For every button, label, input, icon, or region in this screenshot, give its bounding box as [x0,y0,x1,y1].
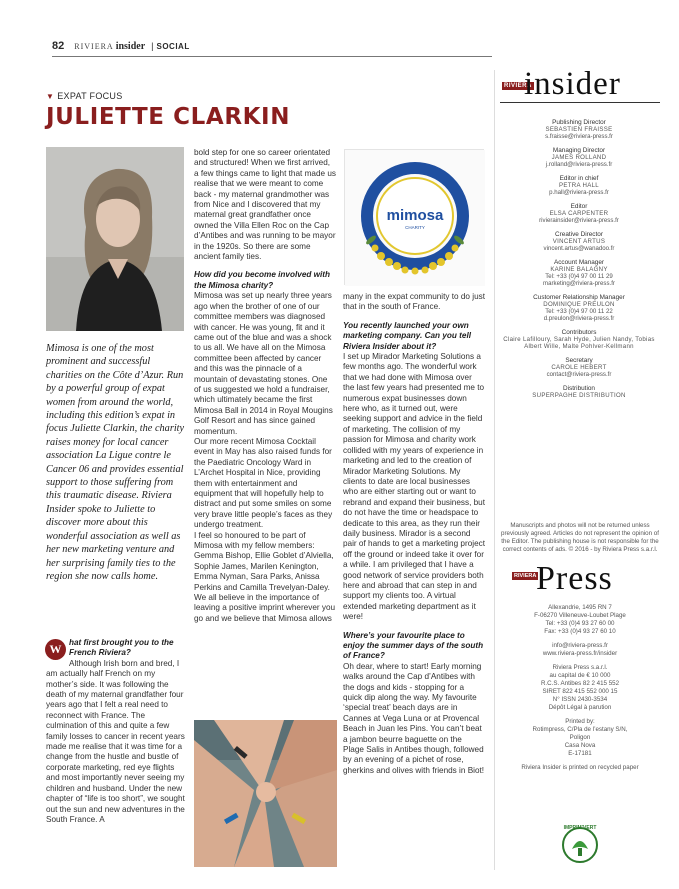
staff-role: Contributors [561,329,597,336]
staff-entry [497,119,661,140]
staff-contact[interactable]: marketing@riviera-press.fr [543,280,615,287]
sidebar-divider [494,70,495,870]
staff-entry [497,175,661,196]
staff-name: Claire Lafilloury, Sarah Hyde, Julien Nandy, Tobias Albert Wille, Malte Pohlver-Kellmann [503,336,655,350]
company-block-line: au capital de € 10 000 [549,672,611,679]
staff-contact[interactable]: j.rolland@riviera-press.fr [545,161,613,168]
company-block-line: Dépôt Légal à parution [548,704,612,711]
mimosa-tagline-text: CHARITY [405,225,425,230]
question-3: You recently launched your own marketing company. Can you tell Riviera Insider about it? [343,320,471,351]
imprim-vert-text: IMPRIM’VERT [563,825,597,831]
staff-name: SUPERPAGHE DISTRIBUTION [532,392,626,399]
address-block-line: Fax: +33 (0)4 93 27 60 10 [544,628,616,635]
staff-entry [497,259,661,280]
staff-contact[interactable]: contact@riviera-press.fr [546,371,612,378]
staff-name: JAMES ROLLAND [551,154,607,161]
publisher-info [500,604,660,772]
staff-entry [497,329,661,350]
column-1 [46,638,188,825]
staff-role: Distribution [563,385,595,392]
answer-2-continued: many in the expat community to do just that in the south of France. [343,292,485,312]
triangle-icon: ▼ [46,92,55,101]
staff-contact[interactable]: p.hall@riviera-press.fr [549,189,609,196]
answer-1-continued: bold step for one so career orientated and structured! When we first arrived, a few things came to light that made us realise that we were meant to come back - my maternal grandmother was from Nice and I discovered that my maternal great grandfather once owned the Villa Ellen Roc on the Cap d’Antibes and was running to be mayor in the 1920s. So there are some ancient family ties. [194,148,336,262]
staff-role: Managing Director [552,147,606,154]
printer-block-line: Casa Nova [564,742,596,749]
staff-entry [497,203,661,224]
recycled-note: Riviera Insider is printed on recycled paper [521,764,639,771]
answer-3: I set up Mirador Marketing Solutions a few months ago. The wonderful work that we had done with Mimosa over the last few years had presented me to numerous expat businesses down here who, as it turned out, were seeking support and advice in the field of marketing. The collision of my passion for Mimosa and charity work collided with my years of experience in marketing and led to the creation of Mirador Marketing Solutions. My clients to date are local businesses who are either starting out or want to rebrand and expand their business, but do not have the time or headspace to dedicate to this area, as they run their daily business. Mirador is a second pair of hands to get a marketing project off the ground or indeed take it over for a while. I am privileged that I have a good network of service providers both here and abroad that can step in and support my clients too. A virtual extended marketing department as it were! [343,352,486,622]
staff-entry [497,147,661,168]
staff-contact[interactable]: d.preulon@riviera-press.fr [543,315,615,322]
staff-name: DOMINIQUE PREULON [543,301,615,308]
address-block-line: Tel: +33 (0)4 93 27 60 00 [545,620,615,627]
company-block-line: R.C.S. Antibes 82 2 415 552 [540,680,620,687]
staff-contact[interactable]: Tel: +33 (0)4 97 00 11 22 [545,308,613,315]
staff-entry [497,231,661,252]
company-block [500,664,660,712]
question-2: How did you become involved with the Mimosa charity? [194,270,331,290]
answer-2c: I feel so honoured to be part of Mimosa with my fellow members: Gemma Bishop, Ellie Goblet d’Alviella, Sophie James, Marilen Kenington, Emma Nyman, Sara Parks, Anissa Perkins and Camilla Trevelyan-Daley. We all believe in the importance of leaving a positive imprint wherever you go and we believe that Mimosa allows [194,530,336,623]
disclaimer: Manuscripts and photos will not be returned unless previously agreed. Articles do not represent the opinion of the Editor. The publishing house is not responsible for the correct contents of ads. © 2016 - by Riviera Press s.a.r.l. [501,522,659,553]
staff-name: VINCENT ARTUS [552,238,606,245]
drop-cap: W [45,639,66,660]
mimosa-brand-text: mimosa [386,207,444,224]
staff-contact[interactable]: rivierainsider@riviera-press.fr [539,217,619,224]
masthead-riviera: RIVIERA [504,83,532,89]
staff-role: Account Manager [553,259,605,266]
web-block [500,642,660,658]
header-insider: insider [115,40,146,52]
printer-block-line: Rotimpress, C/Pla de l’estany S/N, [532,726,628,733]
address-block-line: Allexandrie, 1495 RN 7 [548,604,612,611]
answer-4: Oh dear, where to start! Early morning walks around the Cap d’Antibes with the dogs and kids - stopping for a quick dip along the way. My favourite ‘special treat’ beach days are in Cannes at Vega Luna or at Provencal Beach in Juan les Pins. You can’t beat a jambon beurre baguette on the Plage Salis in Antibes though, followed by an evening of a pichet of rose, gherkins and olives with friends in Biot! [343,661,485,775]
staff-name: PETRA HALL [559,182,599,189]
staff-list [497,119,661,406]
portrait-photo [46,147,184,331]
intro-text: Mimosa is one of the most prominent and successful charities on the Côte d’Azur. Run by a powerful group of expat women from around the world, including this edition’s expat in focus Juliette Clarkin, the charity raises money for local cancer association La Ligue contre le Cancer 06 and provides essential support to those suffering from this traumatic disease. Riviera Insider spoke to Juliette to discover more about this wonderful association as well as her new marketing venture and her surprising family ties to the region she now calls home. [46,343,185,582]
column-2 [194,148,336,624]
staff-role: Editor in chief [559,175,599,182]
staff-name: CAROLE HEBERT [551,364,607,371]
printer-block-line: Poligon [569,734,591,741]
staff-name: SEBASTIEN FRAISSE [545,126,613,133]
staff-entry [497,315,661,322]
press-riviera: RIVIERA [514,573,537,579]
staff-entry [497,385,661,399]
company-block-line: SIRET 822 415 552 000 15 [542,688,618,695]
masthead-logo [500,66,660,104]
web-block-line[interactable]: info@riviera-press.fr [552,642,608,649]
web-block-line[interactable]: www.riviera-press.fr/insider [542,650,618,657]
answer-1: Although Irish born and bred, I am actually half French on my mother’s side. It was following the death of my maternal grandfather four years ago that I felt a real need to reconnect with France. The culmination of this and quite a few family losses to cancer in recent years made me realise that it was time for a change from the hustle and bustle of corporate marketing, red eye flights and most importantly never seeing my children and husband. Under the new chapter of “life is too short”, we sought out the sun and new adventures in the South France. A [46,658,185,824]
address-block [500,604,660,636]
kicker [46,91,123,101]
page-header [52,38,492,54]
company-block-line: Riviera Press s.a.r.l. [552,664,608,671]
company-block-line: N° ISSN 2430-3534 [552,696,608,703]
staff-role: Secretary [565,357,593,364]
staff-contact[interactable]: Tel: +33 (0)4 97 00 11 29 [545,273,613,280]
answer-2: Mimosa was set up nearly three years ago when the brother of one of our committee members was diagnosed with cancer. He was young, fit and it came out of the blue and was a shock to us all. We have all on the Mimosa committee been affected by cancer and this was the pinnacle of a mountain of devastating stones. One of us suggested we hold a fundraiser, which ultimately became the first Mimosa Ball in 2014 in Royal Mougins Golf Resort and has since gained momentum. [194,291,333,436]
section-name: SOCIAL [156,41,190,51]
staff-contact[interactable]: vincent.artus@wanadoo.fr [543,245,615,252]
staff-role: Editor [570,203,588,210]
staff-role: Creative Director [555,231,603,238]
printer-block-line: Printed by: [565,718,595,725]
staff-entry [497,294,661,315]
column-3 [343,292,485,776]
staff-entry [497,280,661,287]
answer-2b: Our more recent Mimosa Cocktail event in May has also raised funds for the Paediatric Oncology Ward in L’Archet Hospital in Nice, providing them with entertainment and equipment that will hopefully help to distract and put some smiles on some very brave little people’s faces as they undergo treatment. [194,436,333,530]
staff-name: ELSA CARPENTER [549,210,609,217]
question-4: Where’s your favourite place to enjoy the summer days of the south of France? [343,630,484,661]
staff-name: KARINE BALAGNY [550,266,608,273]
question-1: hat first brought you to the French Riviera? [69,638,174,658]
riviera-press-logo [512,560,642,600]
header-rule [52,56,492,57]
masthead-rule [500,102,660,103]
staff-role: Publishing Director [552,119,606,126]
masthead-insider: insider [524,66,621,102]
address-block-line: F-06270 Villeneuve-Loubet Plage [534,612,626,619]
press-word: Press [536,560,613,597]
page-number: 82 [52,40,65,52]
printer-block [500,718,660,758]
staff-entry [497,357,661,378]
article-title: JULIETTE CLARKIN [46,104,291,130]
header-separator: | [151,41,154,51]
staff-contact[interactable]: s.fraisse@riviera-press.fr [545,133,613,140]
mimosa-logo-image [344,149,484,285]
printer-block-line: E-17181 [568,750,592,757]
staff-role: Customer Relationship Manager [533,294,625,301]
hands-photo [194,720,337,867]
kicker-text: EXPAT FOCUS [57,91,123,101]
header-riviera: RIVIERA [74,41,114,51]
imprim-vert-logo [560,823,600,865]
